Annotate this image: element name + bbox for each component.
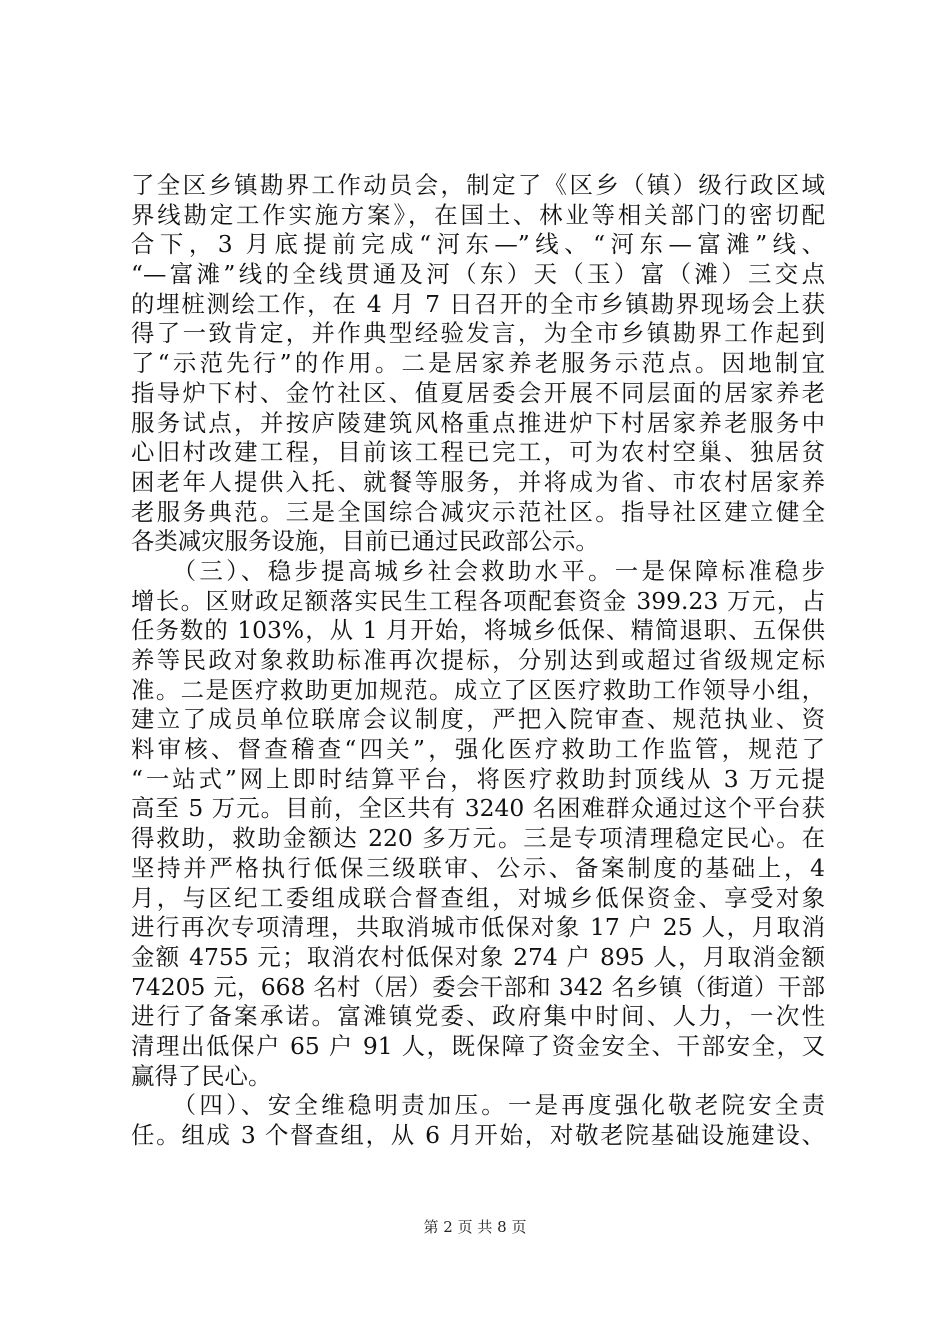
text-line: 各类减灾服务设施，目前已通过民政部公示。 <box>131 527 599 556</box>
text-line: 困老年人提供入托、就餐等服务，并将成为省、市农村居家养 <box>131 467 825 496</box>
text-line: 养等民政对象救助标准再次提标，分别达到或超过省级规定标 <box>131 646 825 674</box>
page-footer: 第 2 页 共 8 页 <box>423 1218 527 1236</box>
text-line: 准。二是医疗救助更加规范。成立了区医疗救助工作领导小组， <box>131 675 825 704</box>
text-line: 进行再次专项清理，共取消城市低保对象 17 户 25 人，月取消 <box>131 913 825 942</box>
text-line: 建立了成员单位联席会议制度，严把入院审查、规范执业、资 <box>131 705 825 734</box>
text-line: 得救助，救助金额达 220 多万元。三是专项清理稳定民心。在 <box>131 824 825 853</box>
text-line: 料审核、督查稽查“四关”，强化医疗救助工作监管，规范了 <box>131 735 825 764</box>
text-line: 月，与区纪工委组成联合督查组，对城乡低保资金、享受对象 <box>131 883 825 912</box>
text-line: 了“示范先行”的作用。二是居家养老服务示范点。因地制宜 <box>131 349 825 378</box>
text-line: 74205 元，668 名村（居）委会干部和 342 名乡镇（街道）干部 <box>131 972 825 1001</box>
body-text <box>131 171 825 1151</box>
text-line: 高至 5 万元。目前，全区共有 3240 名困难群众通过这个平台获 <box>131 794 825 823</box>
text-line: 心旧村改建工程，目前该工程已完工，可为农村空巢、独居贫 <box>131 438 825 467</box>
text-line: 任。组成 3 个督查组，从 6 月开始，对敬老院基础设施建设、 <box>131 1121 825 1149</box>
text-line: 金额 4755 元；取消农村低保对象 274 户 895 人，月取消金额 <box>131 942 825 971</box>
text-line: 赢得了民心。 <box>131 1061 272 1090</box>
text-line: （三）、稳步提高城乡社会救助水平。一是保障标准稳步 <box>131 556 825 585</box>
text-line: 清理出低保户 65 户 91 人，既保障了资金安全、干部安全，又 <box>131 1031 825 1060</box>
text-line: 界线勘定工作实施方案》，在国土、林业等相关部门的密切配 <box>131 200 825 229</box>
text-line: 合下，3 月底提前完成“河东—”线、“河东—富滩”线、 <box>131 230 825 259</box>
text-line: （四）、安全维稳明责加压。一是再度强化敬老院安全责 <box>131 1091 825 1120</box>
text-line: 了全区乡镇勘界工作动员会，制定了《区乡（镇）级行政区域 <box>131 171 825 199</box>
text-line: 进行了备案承诺。富滩镇党委、政府集中时间、人力，一次性 <box>131 1002 825 1031</box>
text-line: 坚持并严格执行低保三级联审、公示、备案制度的基础上，4 <box>131 853 825 882</box>
text-line: 指导炉下村、金竹社区、值夏居委会开展不同层面的居家养老 <box>131 378 825 407</box>
text-line: 增长。区财政足额落实民生工程各项配套资金 399.23 万元，占 <box>131 586 825 615</box>
text-line: 得了一致肯定，并作典型经验发言，为全市乡镇勘界工作起到 <box>131 319 825 348</box>
text-line: 老服务典范。三是全国综合减灾示范社区。指导社区建立健全 <box>131 497 825 526</box>
text-line: 服务试点，并按庐陵建筑风格重点推进炉下村居家养老服务中 <box>131 408 825 437</box>
text-line: 的埋桩测绘工作，在 4 月 7 日召开的全市乡镇勘界现场会上获 <box>131 289 825 318</box>
text-line: “—富滩”线的全线贯通及河（东）天（玉）富（滩）三交点 <box>131 260 825 289</box>
text-line: 任务数的 103%，从 1 月开始，将城乡低保、精简退职、五保供 <box>131 616 825 645</box>
text-line: “一站式”网上即时结算平台，将医疗救助封顶线从 3 万元提 <box>131 764 825 793</box>
